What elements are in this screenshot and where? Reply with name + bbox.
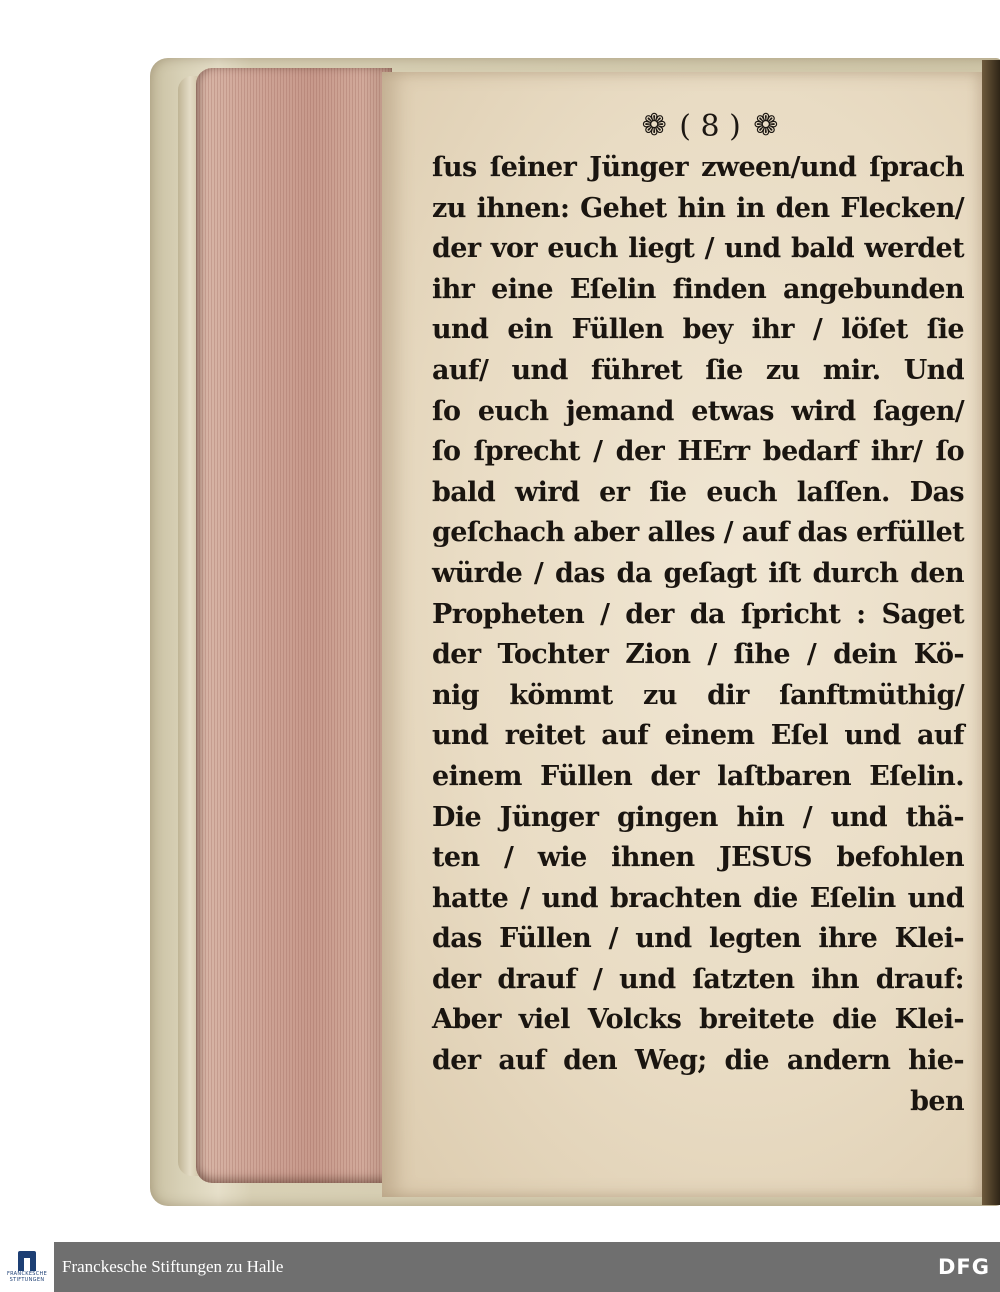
flower-ornament-icon: ❁ xyxy=(753,108,779,143)
page-edges xyxy=(196,68,392,1183)
text-line: auf/ und führet ſie zu mir. Und xyxy=(432,354,964,386)
building-icon xyxy=(18,1251,36,1271)
text-line: und reitet auf einem Eſel und auf xyxy=(432,720,964,752)
text-line: würde / das da geſagt iſt durch den xyxy=(432,557,964,589)
text-line: Aber viel Volcks breitete die Klei- xyxy=(432,1004,964,1036)
text-line: ihr eine Eſelin finden angebunden xyxy=(432,273,964,305)
text-line: hatte / und brachten die Eſelin und xyxy=(432,882,964,914)
text-line: bald wird er ſie euch laſſen. Das xyxy=(432,476,964,508)
text-line: der auf den Weg; die andern hie- xyxy=(432,1045,964,1077)
institution-logo[interactable] xyxy=(0,1242,54,1292)
text-line: nig kömmt zu dir ſanftmüthig/ xyxy=(432,679,964,711)
page-number: ( 8 ) xyxy=(679,108,741,144)
logo-text-line1: FRANCKESCHE xyxy=(6,1271,48,1277)
text-line: ſus ſeiner Jünger zween/und ſprach xyxy=(432,152,964,183)
gutter-shadow xyxy=(982,60,1000,1205)
text-line: Die Jünger gingen hin / und thä- xyxy=(432,801,964,833)
catchword: ben xyxy=(910,1085,964,1117)
text-line: das Füllen / und legten ihre Klei- xyxy=(432,923,964,955)
institution-name: Franckesche Stiftungen zu Halle xyxy=(62,1257,284,1276)
dfg-logo[interactable]: DFG xyxy=(937,1255,990,1279)
text-line: der vor euch liegt / und bald werdet xyxy=(432,233,964,265)
text-line: der drauf / und ſatzten ihn drauf: xyxy=(432,963,964,995)
text-line: ſo euch jemand etwas wird ſagen/ xyxy=(432,395,964,427)
footer-bar xyxy=(0,1242,1000,1292)
page-text-block xyxy=(432,148,964,1122)
text-line: und ein Füllen bey ihr / löſet ſie xyxy=(432,314,964,346)
text-line: geſchach aber alles / auf das erfüllet xyxy=(432,517,965,549)
text-line: zu ihnen: Gehet hin in den Flecken/ xyxy=(432,192,964,224)
text-line: Propheten / der da ſpricht : Saget xyxy=(432,598,964,630)
text-line: ten / wie ihnen JESUS befohlen xyxy=(432,842,964,874)
text-line: ſo ſprecht / der HErr bedarf ihr/ ſo xyxy=(432,436,964,468)
text-line: der Tochter Zion / ſihe / dein Kö- xyxy=(432,639,964,671)
logo-text-line2: STIFTUNGEN xyxy=(9,1277,45,1283)
flower-ornament-icon: ❁ xyxy=(641,108,667,143)
text-line: einem Füllen der laſtbaren Eſelin. xyxy=(432,760,964,792)
page-header xyxy=(600,100,820,152)
